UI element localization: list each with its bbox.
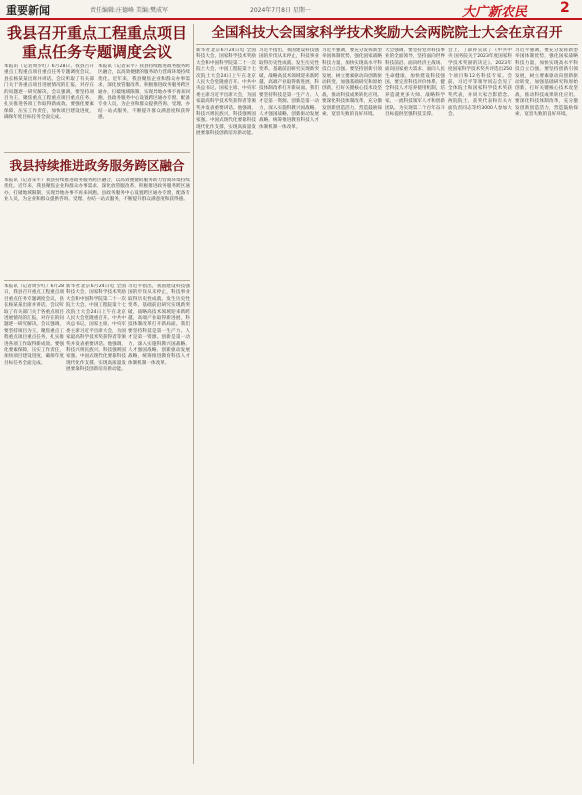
article-column: 本报讯（记者周少红）6月28日，我县召开重点工程重点项目重点任务专题调度会议，县长杨某某出席并讲话。会议听取了有关部门关于各重点项目进展情况的汇报，对存在的问题逐一研究解决。会议强调，要坚持项目为王，聚焦重点工程重点项目重点任务，扎实推进各项工作取得新成效。要强化要素保障，压实工作责任，加快项目建设进度，确保年度目标任务全面完成。 <box>4 284 64 366</box>
article-column: 本报讯（记者宋平）我县持续推进政务服务跨区融合，以高效便捷的服务助力营商环境持续优化。近年来，我县聚焦企业和群众办事需求，深化放管服改革，积极推进政务服务跨区通办，打破地域限制，实现异地办事不再来回跑。县政务服务中心设置跨区通办专窗，配备专业人员，为企业和群众提供咨询、受理、办结一站式服务，不断提升群众满意度和获得感。 <box>98 64 190 121</box>
column-divider <box>193 24 194 764</box>
left-headline-line1: 我县召开重点工程重点项目 <box>6 24 187 42</box>
headline-divider <box>196 44 578 45</box>
article-column: 本报讯（记者宋平）我县持续推进政务服务跨区融合，以高效便捷的服务助力营商环境持续优化。近年来，我县聚焦企业和群众办事需求，深化放管服改革，积极推进政务服务跨区通办，打破地域限制，实现异地办事不再来回跑。县政务服务中心设置跨区通办专窗，配备专业人员，为企业和群众提供咨询、受理、办结一站式服务，不断提升群众满意度和获得感。 <box>4 178 190 203</box>
article-divider <box>4 152 190 153</box>
article-column: 新华社北京6月24日电 全国科技大会、国家科学技术奖励大会和中国科学院第二十一次院士大会、中国工程院第十七次院士大会24日上午在北京人民大会堂隆重召开。中共中央总书记、国家主席、中央军委主席习近平出席大会，为国家最高科学技术奖获得者等颁奖并发表重要讲话。他强调，科技兴则民族兴，科技强则国家强。中国式现代化要靠科技现代化作支撑，实现高质量发展要靠科技创新培育新动能。 <box>196 48 256 137</box>
editor-credits: 责任编辑:庄德峰 美编:樊成军 <box>90 7 168 14</box>
article-column: 习近平强调，要充分发挥新型举国体制优势，强化国家战略科技力量，加快实现高水平科技自立自强。要坚持创新引领发展，树立要素驱动向创新驱动转变，加强基础研究和原始创新，打好关键核心技术攻坚战，推动科技成果转化应用。要深化科技体制改革，充分激发创新创造活力，营造鼓励探索、宽容失败的良好环境。 <box>515 48 578 118</box>
left-subheadline: 我县持续推进政务服务跨区融合 <box>9 158 185 173</box>
article-column: 新华社北京6月24日电 全国科技大会、国家科学技术奖励大会和中国科学院第二十一次院士大会、中国工程院第十七次院士大会24日上午在北京人民大会堂隆重召开。中共中央总书记、国家主席、中央军委主席习近平出席大会，为国家最高科学技术奖获得者等颁奖并发表重要讲话。他强调，科技兴则民族兴，科技强则国家强。中国式现代化要靠科技现代化作支撑，实现高质量发展要靠科技创新培育新动能。 <box>66 284 126 373</box>
article-column: 习近平指出，我国建设科技强国的步伐从未停止，科技事业取得历史性成就、发生历史性变革。基础前沿研究实现新突破，战略高技术领域迎来新跨越，高端产业取得新进展，科技体制改革打开新局面。我们要坚持科技是第一生产力、人才是第一资源、创新是第一动力，深入实施科教兴国战略、人才强国战略、创新驱动发展战略，统筹推进教育科技人才体制机制一体改革。 <box>128 284 190 366</box>
right-headline: 全国科技大会国家科学技术奖励大会两院院士大会在京召开 <box>211 25 563 41</box>
article-column: 大会强调，要坚持党对科技事业的全面领导，坚持面向世界科技前沿、面向经济主战场、面向国家重大需求、面向人民生命健康，加快建设科技强国。要完善科技评价体系，健全科技人才培养使用机制，培养造就更多大师、战略科学家、一流科技领军人才和创新团队，为实现第二个百年奋斗目标提供坚强科技支撑。 <box>385 48 445 118</box>
article-column: 习近平指出，我国建设科技强国的步伐从未停止，科技事业取得历史性成就、发生历史性变革。基础前沿研究实现新突破，战略高技术领域迎来新跨越，高端产业取得新进展，科技体制改革打开新局面。我们要坚持科技是第一生产力、人才是第一资源、创新是第一动力，深入实施科教兴国战略、人才强国战略、创新驱动发展战略，统筹推进教育科技人才体制机制一体改革。 <box>259 48 319 130</box>
header-rule <box>0 0 582 20</box>
section-title: 重要新闻 <box>6 4 50 17</box>
article-divider <box>4 280 190 281</box>
article-column: 会上，丁薛祥宣读了《中共中央 国务院关于2023年度国家科学技术奖励的决定》。2023年度国家科学技术奖共评选出250个项目和12名科技专家。会前，习近平等领导同志会见了全体院士和国家科学技术奖获奖代表，并同大家合影留念。两院院士、获奖代表和有关方面负责同志等约3000人参加大会。 <box>448 48 512 118</box>
page-number: 2 <box>560 0 570 16</box>
left-headline-line2: 重点任务专题调度会议 <box>21 43 172 61</box>
article-column: 习近平强调，要充分发挥新型举国体制优势，强化国家战略科技力量，加快实现高水平科技自立自强。要坚持创新引领发展，树立要素驱动向创新驱动转变，加强基础研究和原始创新，打好关键核心技术攻坚战，推动科技成果转化应用。要深化科技体制改革，充分激发创新创造活力，营造鼓励探索、宽容失败的良好环境。 <box>322 48 382 118</box>
issue-date: 2024年7月8日 星期一 <box>250 7 311 14</box>
newspaper-masthead: 大广新农民 <box>462 5 528 20</box>
article-column: 本报讯（记者周少红）6月28日，我县召开重点工程重点项目重点任务专题调度会议，县长杨某某出席并讲话。会议听取了有关部门关于各重点项目进展情况的汇报，对存在的问题逐一研究解决。会议强调，要坚持项目为王，聚焦重点工程重点项目重点任务，扎实推进各项工作取得新成效。要强化要素保障，压实工作责任，加快项目建设进度，确保年度目标任务全面完成。 <box>4 64 94 121</box>
left-headline <box>4 24 190 62</box>
